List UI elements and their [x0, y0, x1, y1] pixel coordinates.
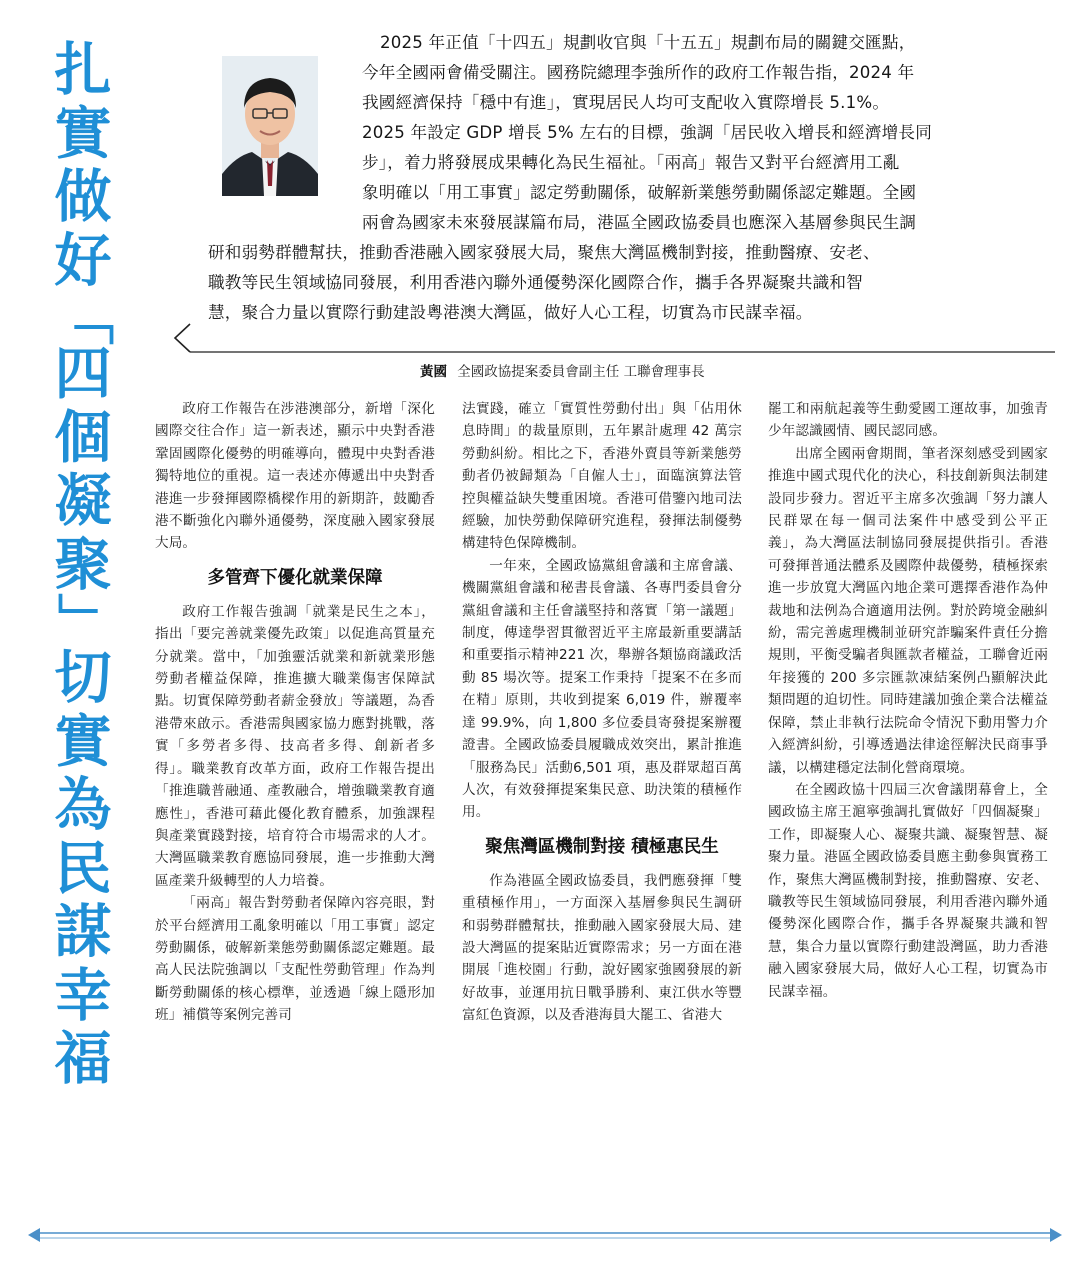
byline [420, 360, 705, 380]
intro-line: 研和弱勢群體幫扶，推動香港融入國家發展大局，聚焦大灣區機制對接，推動醫療、安老、 [208, 243, 880, 262]
paragraph: 出席全國兩會期間，筆者深刻感受到國家推進中國式現代化的決心，科技創新與法制建設同步發力。習近平主席多次強調「努力讓人民群眾在每一個司法案件中感受到公平正義」，為大灣區法制協同發展提供指引。香港可發揮普通法體系及國際仲裁優勢，積極探索進一步放寬大灣區內地企業可選擇香港作為仲裁地和法例為合適適用法例。對於跨境金融糾紛，需完善處理機制並研究詐騙案件責任分擔規則，平衡受騙者與匯款者權益，工聯會近兩年接獲的 200 多宗匯款凍結案例凸顯解決此類問題的迫切性。同時建議加強企業合法權益保障，禁止非執行法院命令情況下動用警力介入經濟糾紛，引導透過法律途徑解決民商事爭議，以構建穩定法制化營商環境。 [768, 445, 1048, 776]
headline-char: 福 [54, 1025, 112, 1092]
intro-separator [0, 0, 1069, 360]
intro-line: 兩會為國家未來發展謀篇布局，港區全國政協委員也應深入基層參與民生調 [362, 213, 917, 232]
headline-char: 謀 [54, 898, 112, 965]
headline-char: 扎 [54, 36, 112, 103]
intro-line: 2025 年正值「十四五」規劃收官與「十五五」規劃布局的關鍵交匯點， [380, 33, 916, 52]
headline-char: 四 [54, 340, 112, 407]
paragraph: 在全國政協十四屆三次會議閉幕會上，全國政協主席王滬寧強調扎實做好「四個凝聚」工作，即凝聚人心、凝聚共識、凝聚智慧、凝聚力量。港區全國政協委員應主動參與實務工作，聚焦大灣區機制對接，推動醫療、安老、職教等民生領域協同發展，利用香港內聯外通優勢深化國際合作，攜手各界凝聚共識和智慧，集合力量以實際行動建設灣區，助力香港融入國家發展大局，做好人心工程，切實為市民謀幸福。 [768, 781, 1048, 1000]
headline-char: 好 [54, 226, 112, 294]
headline-char: 」 [50, 592, 117, 650]
section-heading: 聚焦灣區機制對接 積極惠民生 [485, 836, 719, 857]
headline-char: 凝 [54, 467, 112, 534]
paragraph: 政府工作報告強調「就業是民生之本」，指出「要完善就業優先政策」以促進高質量充分就業。當中，「加強靈活就業和新就業形態勞動者權益保障，推進擴大職業傷害保障試點。切實保障勞動者薪金發放」等議題，為香港帶來啟示。香港需與國家協力應對挑戰，落實「多勞者多得、技高者多得、創新者多得」。職業教育改革方面，政府工作報告提出「推進職普融通、產教融合，增強職業教育適應性」，香港可藉此優化教育體系，加強課程與產業實踐對接，培育符合市場需求的人才。大灣區職業教育應協同發展，進一步推動大灣區產業升級轉型的人力培養。 [155, 603, 435, 889]
headline-char: 切 [54, 644, 112, 711]
intro-line: 我國經濟保持「穩中有進」，實現居民人均可支配收入實際增長 5.1%。 [362, 93, 890, 112]
bottom-decoration [0, 1200, 1069, 1277]
headline-char: 實 [54, 707, 112, 775]
intro-line: 象明確以「用工事實」認定勞動關係，破解新業態勞動關係認定難題。全國 [362, 183, 917, 202]
intro-line: 2025 年設定 GDP 增長 5% 左右的目標，強調「居民收入增長和經濟增長同 [362, 123, 933, 142]
paragraph: 作為港區全國政協委員，我們應發揮「雙重積極作用」，一方面深入基層參與民生調研和弱勢群體幫扶，推動融入國家發展大局、建設大灣區的提案貼近實際需求；另一方面在港開展「進校園」行動，說好國家強國發展的新好故事，並運用抗日戰爭勝利、東江供水等豐富紅色資源，以及香港海員大罷工、省港大 [462, 872, 742, 1024]
paragraph: 罷工和兩航起義等生動愛國工運故事，加強青少年認識國情、國民認同感。 [768, 401, 1048, 440]
paragraph: 政府工作報告在涉港澳部分，新增「深化國際交往合作」這一新表述，顯示中央對香港鞏固國際化優勢的明確導向，體現中央對香港獨特地位的重視。這一表述亦傳遞出中央對香港進一步發揮國際橋樑作用的新期許，鼓勵香港不斷強化內聯外通優勢，深度融入國家發展大局。 [155, 401, 435, 552]
section-heading: 多管齊下優化就業保障 [207, 567, 383, 588]
intro-line: 今年全國兩會備受關注。國務院總理李強所作的政府工作報告指，2024 年 [362, 63, 915, 82]
paragraph: 一年來，全國政協黨組會議和主席會議、機關黨組會議和秘書長會議、各專門委員會分黨組會議和主任會議堅持和落實「第一議題」制度，傳達學習貫徹習近平主席最新重要講話和重要指示精神221 次，舉辦各類協商議政活動 85 場次等。提案工作秉持「提案不在多而在精」原則，共收到提案 6,019 件，辦覆率達 99.9%，向 1,800 多位委員寄發提案辦覆證書。全國政協委員履職成效突出，累計推進「服務為民」活動6,501 項，惠及群眾超百萬人次，有效發揮提案集民意、助決策的積極作用。 [462, 557, 742, 821]
headline-char: 「 [50, 288, 117, 346]
author-name: 黃國 [420, 364, 447, 380]
intro-line: 職教等民生領域協同發展，利用香港內聯外通優勢深化國際合作，攜手各界凝聚共識和智 [208, 273, 863, 292]
headline-char: 為 [54, 771, 112, 838]
headline-char: 聚 [54, 530, 112, 598]
intro-line: 慧，聚合力量以實際行動建設粵港澳大灣區，做好人心工程，切實為市民謀幸福。 [208, 303, 813, 322]
column-3 [768, 398, 1048, 1003]
headline-char: 幸 [54, 961, 112, 1029]
headline-char: 民 [54, 834, 112, 902]
column-2 [462, 398, 742, 1027]
headline-char: 實 [54, 99, 112, 167]
column-1 [155, 398, 435, 1027]
paragraph: 「兩高」報告對勞動者保障內容亮眼，對於平台經濟用工亂象明確以「用工事實」認定勞動關係，破解新業態勞動關係認定難題。最高人民法院強調以「支配性勞動管理」作為判斷勞動關係的核心標準，並透過「線上隱形加班」補償等案例完善司 [155, 895, 435, 1024]
intro-line: 步」，着力將發展成果轉化為民生福祉。「兩高」報告又對平台經濟用工亂 [362, 153, 900, 172]
paragraph: 法實踐，確立「實質性勞動付出」與「佔用休息時間」的裁量原則，五年累計處理 42 萬宗勞動糾紛。相比之下，香港外賣員等新業態勞動者仍被歸類為「自僱人士」，面臨演算法管控與權益缺失雙重困境。香港可借鑒內地司法經驗，加快勞動保障研究進程，發揮法制優勢構建特色保障機制。 [462, 401, 742, 552]
headline-char: 個 [54, 403, 112, 471]
headline-char: 做 [54, 163, 112, 230]
author-role: 全國政協提案委員會副主任 工聯會理事長 [457, 364, 705, 380]
